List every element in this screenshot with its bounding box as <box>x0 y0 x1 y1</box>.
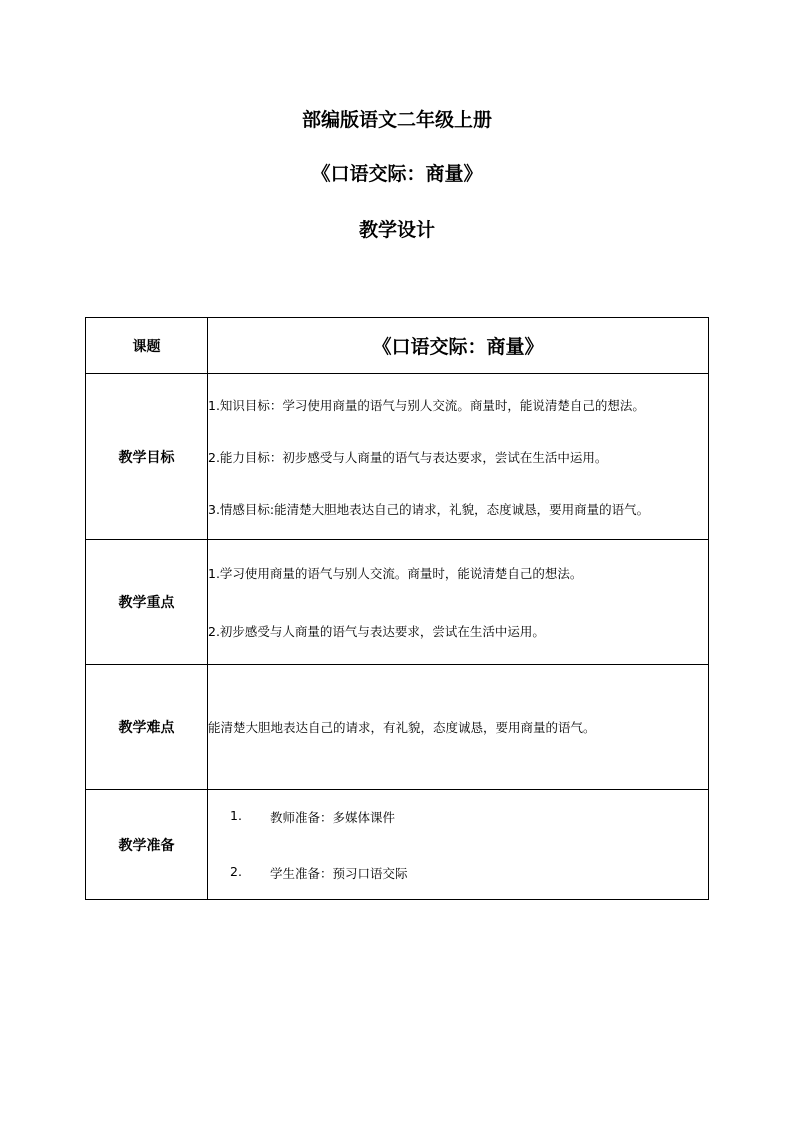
key-point-item: 1.学习使用商量的语气与别人交流。商量时，能说清楚自己的想法。 <box>208 566 583 581</box>
title-teaching-design: 教学设计 <box>358 219 435 241</box>
goals-label: 教学目标 <box>86 374 208 540</box>
topic-value: 《口语交际：商量》 <box>208 318 709 374</box>
table-row-goals <box>86 374 709 540</box>
title-lesson: 《口语交际：商量》 <box>311 163 483 185</box>
difficulties-label: 教学难点 <box>86 665 208 790</box>
list-number: 2. <box>230 863 242 879</box>
preparation-item-teacher <box>208 808 708 826</box>
preparation-item-student <box>208 864 708 882</box>
title-grade-book: 部编版语文二年级上册 <box>301 109 492 131</box>
preparation-content <box>208 790 709 900</box>
goal-item-emotion: 3.情感目标:能清楚大胆地表达自己的请求，礼貌，态度诚恳，要用商量的语气。 <box>208 501 650 517</box>
table-row-preparation <box>86 790 709 900</box>
table-row-topic <box>86 318 709 374</box>
key-point-item: 2.初步感受与人商量的语气与表达要求，尝试在生活中运用。 <box>208 624 545 639</box>
list-text: 学生准备：预习口语交际 <box>270 865 408 881</box>
lesson-plan-table <box>85 317 709 900</box>
goals-content <box>208 374 709 540</box>
preparation-label: 教学准备 <box>86 790 208 900</box>
goal-item-knowledge: 1.知识目标：学习使用商量的语气与别人交流。商量时，能说清楚自己的想法。 <box>208 397 645 413</box>
key-points-content <box>208 540 709 665</box>
table-row-difficulties <box>86 665 709 790</box>
topic-label: 课题 <box>86 318 208 374</box>
table-row-key-points <box>86 540 709 665</box>
goal-item-ability: 2.能力目标：初步感受与人商量的语气与表达要求，尝试在生活中运用。 <box>208 449 608 465</box>
list-text: 教师准备：多媒体课件 <box>270 809 396 825</box>
difficulty-text: 能清楚大胆地表达自己的请求，有礼貌，态度诚恳，要用商量的语气。 <box>208 720 596 735</box>
list-number: 1. <box>230 807 242 823</box>
key-points-label: 教学重点 <box>86 540 208 665</box>
difficulties-content <box>208 665 709 790</box>
